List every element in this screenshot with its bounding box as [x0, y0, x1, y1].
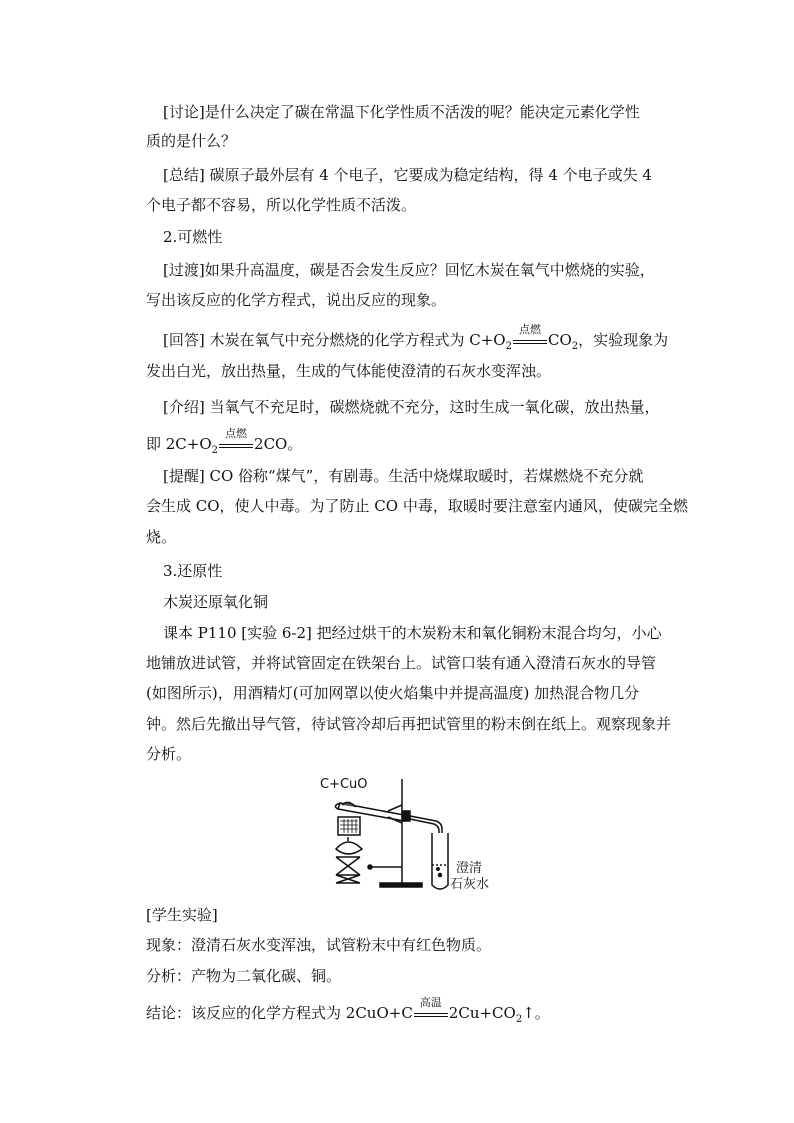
- transition-line-1: [过渡]如果升高温度，碳是否会发生反应？回忆木炭在氧气中燃烧的实验，: [163, 261, 655, 279]
- reactant-label: C+CuO: [320, 777, 368, 792]
- apparatus-figure: [318, 775, 498, 893]
- conclusion-pre: 结论：该反应的化学方程式为 2CuO+C: [146, 1004, 413, 1022]
- answer-product: CO: [547, 331, 572, 349]
- intro-eq-pre: 即 2C+O: [146, 435, 212, 453]
- answer-sub-2: 2: [571, 341, 579, 352]
- intro-eq-post: 2CO。: [254, 435, 303, 453]
- conclusion: [146, 996, 550, 1025]
- experiment-line-3: (如图所示)，用酒精灯(可加网罩以使火焰集中并提高温度) 加热混合物几分: [146, 684, 640, 702]
- experiment-line-4: 钟。然后先撤出导气管，待试管冷却后再把试管里的粉末倒在纸上。观察现象并: [146, 715, 672, 733]
- answer-line-2: 发出白光，放出热量，生成的气体能使澄清的石灰水变浑浊。: [146, 362, 552, 380]
- discussion-line-1: [讨论]是什么决定了碳在常温下化学性质不活泼的呢？能决定元素化学性: [163, 103, 640, 121]
- transition-line-2: 写出该反应的化学方程式，说出反应的现象。: [146, 291, 447, 309]
- reaction-condition: 点燃: [518, 323, 541, 336]
- summary-line-1: [总结] 碳原子最外层有 4 个电子，它要成为稳定结构，得 4 个电子或失 4: [163, 166, 652, 184]
- discussion-line-2: 质的是什么？: [146, 132, 237, 150]
- reminder-line-2: 会生成 CO，使人中毒。为了防止 CO 中毒，取暖时要注意室内通风，使碳完全燃: [146, 497, 688, 515]
- subheading-charcoal-reduces-copper-oxide: 木炭还原氧化铜: [163, 593, 269, 611]
- section-heading-reducibility: 3.还原性: [163, 562, 223, 580]
- intro-line-1: [介绍] 当氧气不充足时，碳燃烧就不充分，这时生成一氧化碳，放出热量，: [163, 398, 660, 416]
- conclusion-post: 2Cu+CO: [448, 1004, 516, 1022]
- limewater-label-1: 澄清: [456, 861, 483, 876]
- reminder-line-3: 烧。: [146, 528, 177, 546]
- conclusion-sub: 2: [515, 1014, 523, 1025]
- section-heading-combustibility: 2.可燃性: [163, 228, 223, 246]
- experiment-line-2: 地铺放进试管，并将试管固定在铁架台上。试管口装有通入澄清石灰水的导管: [146, 654, 657, 672]
- phenomenon: 现象：澄清石灰水变浑浊，试管粉末中有红色物质。: [146, 936, 492, 954]
- experiment-line-1: 课本 P110 [实验 6-2] 把经过烘干的木炭粉末和氧化铜粉末混合均匀，小心: [163, 624, 662, 642]
- reaction-condition: 高温: [419, 996, 442, 1009]
- answer-text-pre: [回答] 木炭在氧气中充分燃烧的化学方程式为 C+O: [163, 331, 506, 349]
- reaction-condition: 点燃: [225, 427, 248, 440]
- experiment-line-5: 分析。: [146, 745, 192, 763]
- intro-line-2: [146, 427, 303, 456]
- reminder-line-1: [提醒] CO 俗称“煤气”，有剧毒。生活中烧煤取暖时，若煤燃烧不充分就: [163, 467, 644, 485]
- answer-text-tail: ，实验现象为: [578, 331, 669, 349]
- student-experiment: [学生实验]: [146, 906, 218, 924]
- intro-eq-sub: 2: [211, 445, 219, 456]
- reaction-arrow-ignite: [513, 323, 547, 350]
- limewater-label-2: 石灰水: [450, 877, 490, 892]
- reaction-arrow-high-temp: [414, 996, 448, 1023]
- answer-sub-1: 2: [505, 341, 512, 352]
- reaction-arrow-ignite: [219, 427, 253, 454]
- conclusion-tail: ↑。: [522, 1004, 550, 1022]
- summary-line-2: 个电子都不容易，所以化学性质不活泼。: [146, 196, 417, 214]
- analysis: 分析：产物为二氧化碳、铜。: [146, 967, 342, 985]
- answer-line-1: [163, 323, 669, 352]
